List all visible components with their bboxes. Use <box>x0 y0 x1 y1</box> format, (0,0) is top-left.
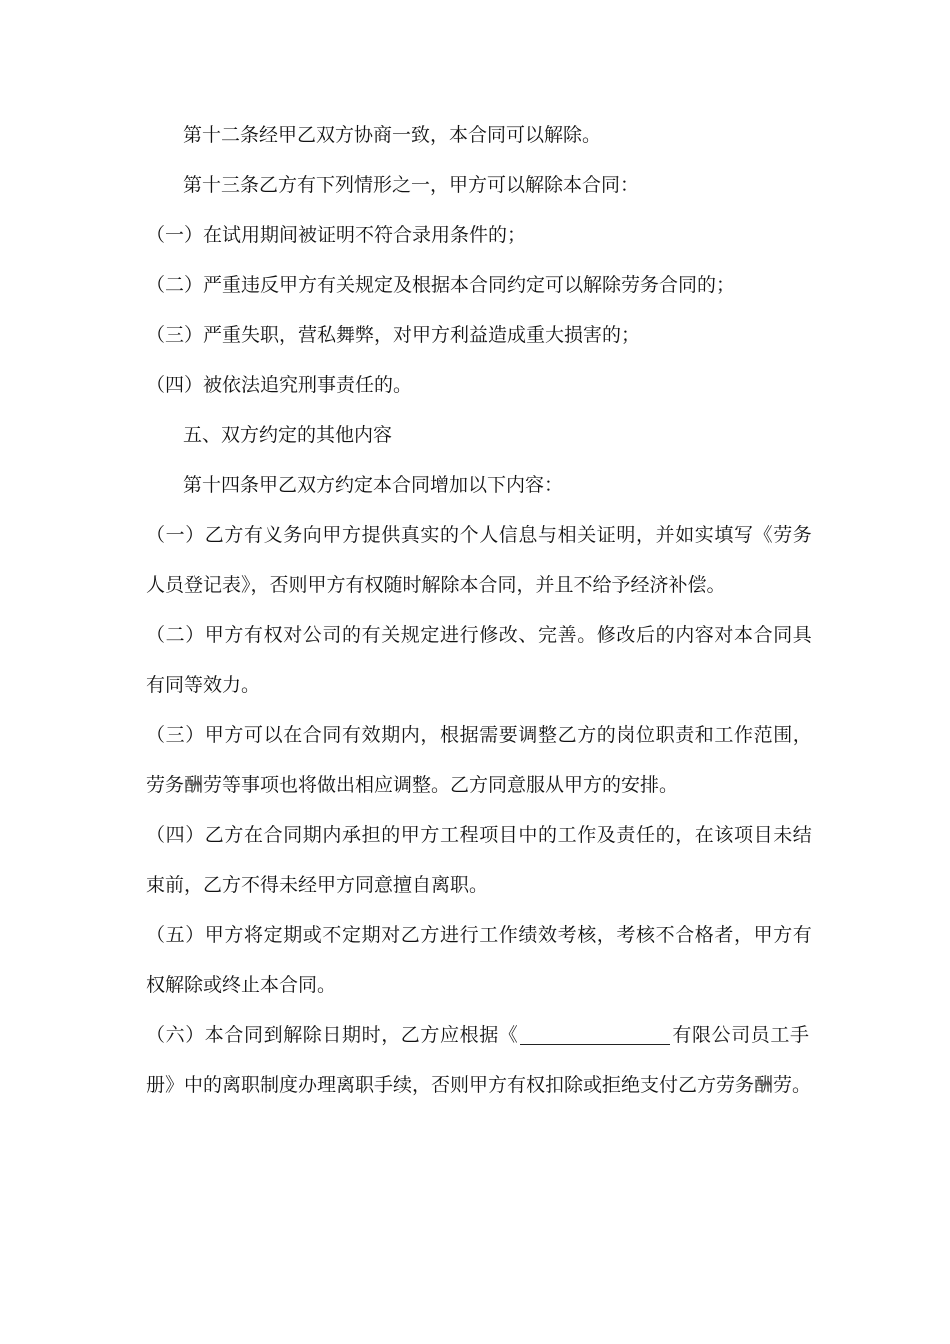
paragraph: （五）甲方将定期或不定期对乙方进行工作绩效考核，考核不合格者，甲方有 <box>146 924 813 946</box>
paragraph: 劳务酬劳等事项也将做出相应调整。乙方同意服从甲方的安排。 <box>146 774 679 796</box>
paragraph: （四）乙方在合同期内承担的甲方工程项目中的工作及责任的，在该项目未结 <box>146 824 813 846</box>
paragraph-text-before-blank: （六）本合同到解除日期时，乙方应根据《 <box>146 1024 519 1046</box>
paragraph: （三）严重失职，营私舞弊，对甲方利益造成重大损害的； <box>146 324 641 346</box>
paragraph: （一）乙方有义务向甲方提供真实的个人信息与相关证明，并如实填写《劳务 <box>146 524 813 546</box>
fill-in-blank <box>520 1022 670 1045</box>
paragraph: （二）严重违反甲方有关规定及根据本合同约定可以解除劳务合同的； <box>146 274 736 296</box>
paragraph: （一）在试用期间被证明不符合录用条件的； <box>146 224 527 246</box>
document-body <box>146 110 816 1110</box>
paragraph: 第十二条经甲乙双方协商一致，本合同可以解除。 <box>183 124 602 146</box>
paragraph-with-blank <box>146 1010 816 1060</box>
paragraph: 人员登记表》，否则甲方有权随时解除本合同，并且不给予经济补偿。 <box>146 574 726 596</box>
paragraph: 束前，乙方不得未经甲方同意擅自离职。 <box>146 874 489 896</box>
paragraph: 第十四条甲乙双方约定本合同增加以下内容： <box>183 474 564 496</box>
paragraph: （二）甲方有权对公司的有关规定进行修改、完善。修改后的内容对本合同具 <box>146 624 813 646</box>
paragraph: 有同等效力。 <box>146 674 261 696</box>
section-heading: 五、双方约定的其他内容 <box>183 424 393 446</box>
paragraph: 册》中的离职制度办理离职手续，否则甲方有权扣除或拒绝支付乙方劳务酬劳。 <box>146 1074 812 1096</box>
paragraph: （三）甲方可以在合同有效期内，根据需要调整乙方的岗位职责和工作范围， <box>146 724 813 746</box>
paragraph: （四）被依法追究刑事责任的。 <box>146 374 413 396</box>
paragraph-text-after-blank: 有限公司员工手 <box>672 1024 810 1046</box>
paragraph: 第十三条乙方有下列情形之一，甲方可以解除本合同： <box>183 174 640 196</box>
paragraph: 权解除或终止本合同。 <box>146 974 337 996</box>
